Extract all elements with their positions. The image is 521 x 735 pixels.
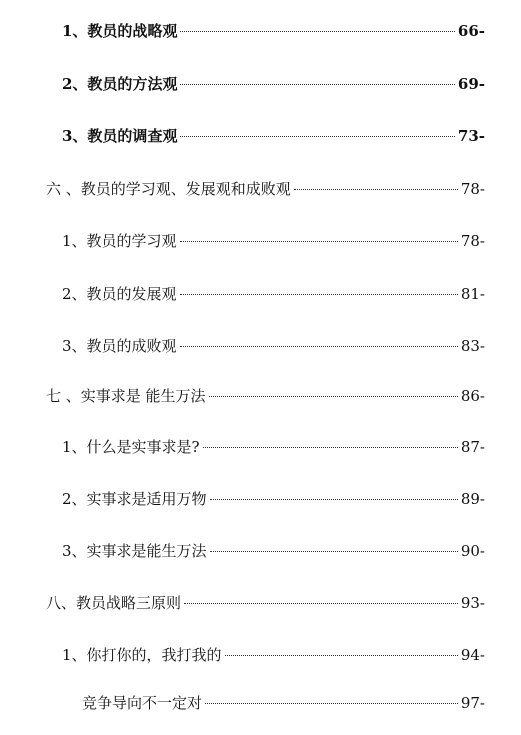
toc-entry[interactable] <box>62 336 485 356</box>
toc-entry[interactable] <box>46 179 485 199</box>
toc-entry-label: 2、教员的方法观 <box>62 75 178 93</box>
toc-entry[interactable] <box>82 693 485 713</box>
dot-leader <box>180 136 454 137</box>
toc-entry-label: 1、你打你的，我打我的 <box>62 646 222 664</box>
dot-leader <box>209 396 458 397</box>
toc-entry-page: 69- <box>457 75 485 93</box>
toc-entry[interactable] <box>62 284 485 304</box>
dot-leader <box>180 294 458 295</box>
dot-leader <box>180 241 458 242</box>
toc-entry-page: 78- <box>460 232 485 250</box>
toc-entry-page: 87- <box>460 438 485 456</box>
dot-leader <box>225 655 458 656</box>
dot-leader <box>184 603 458 604</box>
toc-entry[interactable] <box>62 21 485 41</box>
toc-entry-page: 97- <box>460 694 485 712</box>
toc-entry-label: 3、实事求是能生万法 <box>62 542 207 560</box>
toc-entry-page: 94- <box>460 646 485 664</box>
toc-entry-page: 90- <box>460 542 485 560</box>
toc-entry[interactable] <box>62 541 485 561</box>
dot-leader <box>203 447 458 448</box>
toc-entry-page: 81- <box>460 285 485 303</box>
toc-entry[interactable] <box>62 645 485 665</box>
toc-entry-page: 78- <box>460 180 485 198</box>
toc-entry[interactable] <box>62 126 485 146</box>
dot-leader <box>294 189 458 190</box>
toc-entry-label: 2、教员的发展观 <box>62 285 177 303</box>
toc-entry-page: 93- <box>460 594 485 612</box>
toc-entry-label: 1、什么是实事求是? <box>62 438 200 456</box>
toc-entry[interactable] <box>62 231 485 251</box>
toc-entry-page: 89- <box>460 490 485 508</box>
dot-leader <box>180 346 458 347</box>
toc-entry[interactable] <box>62 74 485 94</box>
toc-entry-label: 2、实事求是适用万物 <box>62 490 207 508</box>
toc-entry[interactable] <box>46 386 485 406</box>
toc-entry[interactable] <box>62 437 485 457</box>
toc-entry-page: 86- <box>460 387 485 405</box>
dot-leader <box>180 84 454 85</box>
toc-entry-label: 1、教员的学习观 <box>62 232 177 250</box>
toc-entry-page: 73- <box>457 127 485 145</box>
toc-entry-page: 83- <box>460 337 485 355</box>
dot-leader <box>180 31 454 32</box>
toc-entry-label: 七 、实事求是 能生万法 <box>46 387 206 405</box>
toc-entry-label: 八、教员战略三原则 <box>46 594 182 612</box>
toc-entry-label: 竞争导向不一定对 <box>82 694 203 712</box>
toc-entry[interactable] <box>46 593 485 613</box>
toc-entry-label: 六 、教员的学习观、发展观和成败观 <box>46 180 291 198</box>
toc-entry[interactable] <box>62 489 485 509</box>
toc-entry-label: 3、教员的成败观 <box>62 337 177 355</box>
dot-leader <box>210 551 458 552</box>
toc-entry-page: 66- <box>457 22 485 40</box>
dot-leader <box>205 703 458 704</box>
toc-entry-label: 1、教员的战略观 <box>62 22 178 40</box>
toc-entry-label: 3、教员的调查观 <box>62 127 178 145</box>
dot-leader <box>210 499 458 500</box>
